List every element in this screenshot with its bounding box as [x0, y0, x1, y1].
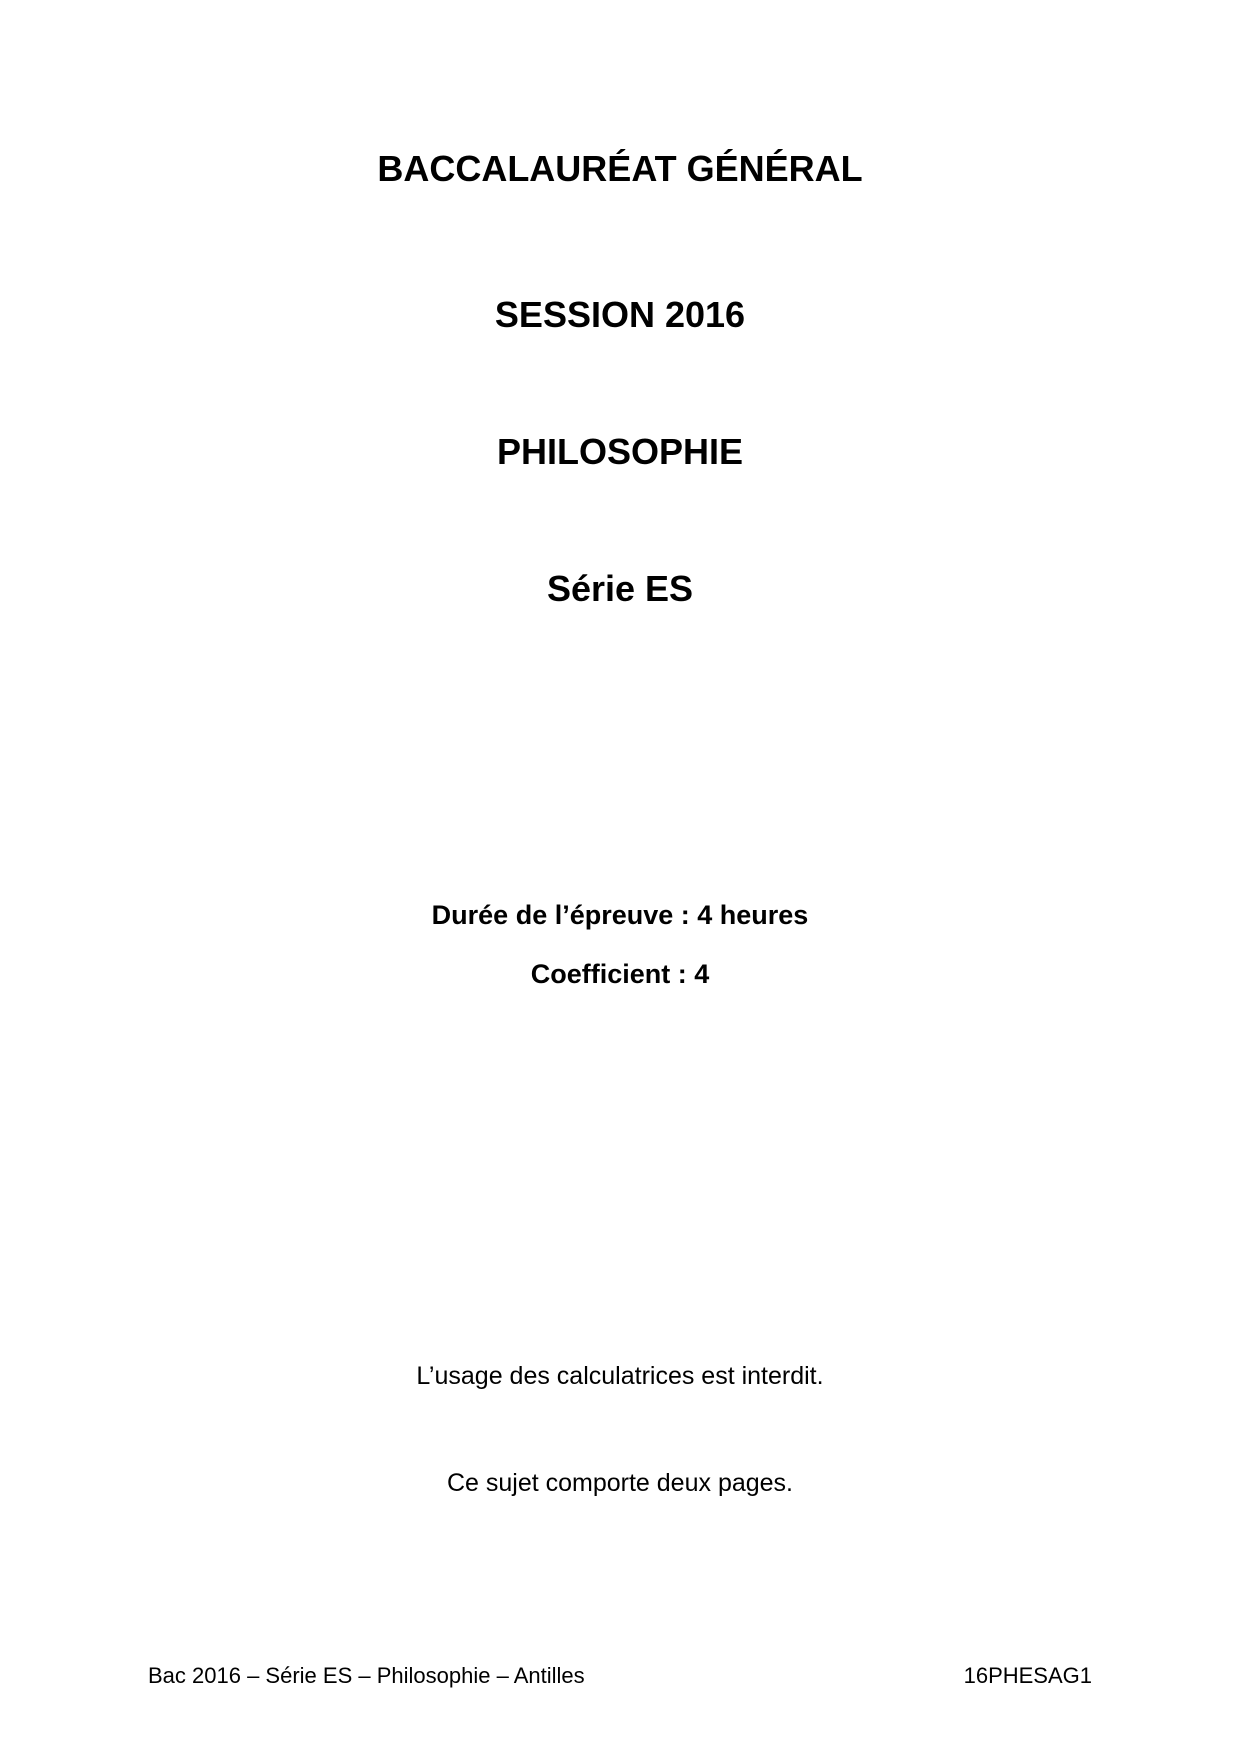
page-count-notice: Ce sujet comporte deux pages.: [446, 1469, 794, 1497]
exam-coefficient: Coefficient : 4: [530, 959, 710, 989]
footer-code: 16PHESAG1: [963, 1663, 1092, 1688]
calculator-notice: L’usage des calculatrices est interdit.: [416, 1362, 824, 1390]
exam-duration: Durée de l’épreuve : 4 heures: [431, 900, 809, 930]
series-title: Série ES: [546, 568, 694, 609]
exam-title: BACCALAURÉAT GÉNÉRAL: [377, 148, 863, 189]
subject-title: PHILOSOPHIE: [496, 431, 744, 472]
footer-left: Bac 2016 – Série ES – Philosophie – Antilles: [148, 1663, 585, 1688]
session-title: SESSION 2016: [494, 294, 746, 335]
